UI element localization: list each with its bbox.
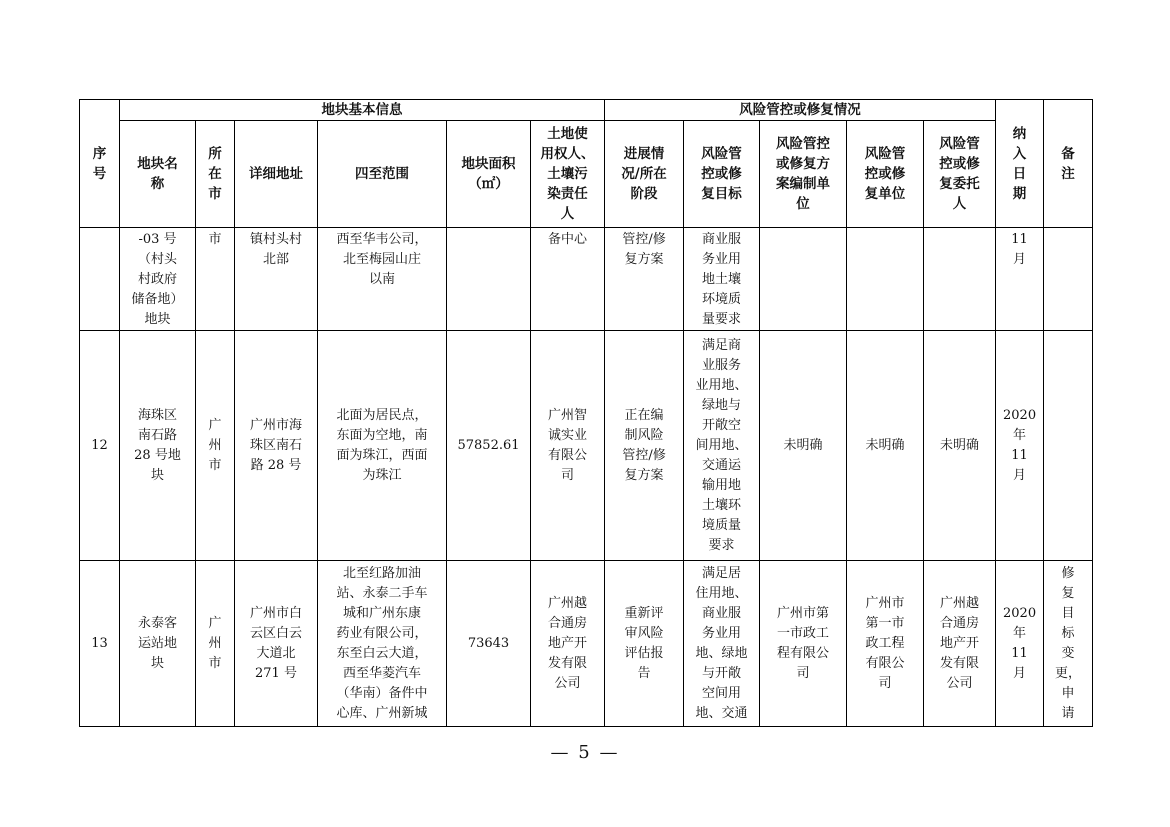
cell-exec-unit: 广州市 第一市 政工程 有限公 司: [847, 561, 924, 727]
cell-progress: 管控/修 复方案: [605, 228, 684, 331]
header-group-risk-control: 风险管控或修复情况: [605, 100, 996, 121]
cell-boundaries: 北面为居民点， 东面为空地，南 面为珠江，西面 为珠江: [318, 331, 447, 561]
cell-client: 未明确: [924, 331, 996, 561]
cell-plan-unit: [760, 228, 847, 331]
table-row: [80, 331, 1093, 561]
cell-exec-unit: [847, 228, 924, 331]
cell-progress: 正在编 制风险 管控/修 复方案: [605, 331, 684, 561]
cell-plot-name: -03 号 （村头 村政府 储备地） 地块: [120, 228, 196, 331]
cell-inclusion-date: 2020 年 11 月: [996, 561, 1044, 727]
header-city: 所 在 市: [196, 121, 235, 228]
cell-remarks: [1044, 228, 1093, 331]
header-exec-unit: 风险管 控或修 复单位: [847, 121, 924, 228]
header-remarks: 备 注: [1044, 100, 1093, 228]
cell-seq: 13: [80, 561, 120, 727]
site-info-table: [79, 99, 1093, 727]
cell-responsible-party: 备中心: [531, 228, 605, 331]
cell-responsible-party: 广州越 合通房 地产开 发有限 公司: [531, 561, 605, 727]
cell-inclusion-date: 2020 年 11 月: [996, 331, 1044, 561]
header-address: 详细地址: [235, 121, 318, 228]
header-plan-unit: 风险管控 或修复方 案编制单 位: [760, 121, 847, 228]
header-target: 风险管 控或修 复目标: [684, 121, 760, 228]
header-group-basic-info: 地块基本信息: [120, 100, 605, 121]
cell-plot-name: 海珠区 南石路 28 号地 块: [120, 331, 196, 561]
cell-plan-unit: 未明确: [760, 331, 847, 561]
cell-plan-unit: 广州市第 一市政工 程有限公 司: [760, 561, 847, 727]
cell-responsible-party: 广州智 诚实业 有限公 司: [531, 331, 605, 561]
header-inclusion-date: 纳 入 日 期: [996, 100, 1044, 228]
header-progress: 进展情 况/所在 阶段: [605, 121, 684, 228]
header-client: 风险管 控或修 复委托 人: [924, 121, 996, 228]
cell-address: 广州市海 珠区南石 路 28 号: [235, 331, 318, 561]
cell-seq: 12: [80, 331, 120, 561]
header-responsible-party: 土地使 用权人、 土壤污 染责任 人: [531, 121, 605, 228]
cell-inclusion-date: 11 月: [996, 228, 1044, 331]
cell-remarks: [1044, 331, 1093, 561]
header-plot-name: 地块名 称: [120, 121, 196, 228]
table-row: [80, 561, 1093, 727]
cell-client: [924, 228, 996, 331]
cell-target: 满足商 业服务 业用地、 绿地与 开敞空 间用地、 交通运 输用地 土壤环 境质量 要求: [684, 331, 760, 561]
cell-area: 57852.61: [447, 331, 531, 561]
cell-target: 满足居 住用地、 商业服 务业用 地、绿地 与开敞 空间用 地、交通: [684, 561, 760, 727]
cell-area: [447, 228, 531, 331]
header-area: 地块面积 （㎡）: [447, 121, 531, 228]
page-number: — 5 —: [550, 742, 620, 763]
cell-boundaries: 西至华韦公司， 北至梅园山庄 以南: [318, 228, 447, 331]
cell-exec-unit: 未明确: [847, 331, 924, 561]
cell-target: 商业服 务业用 地土壤 环境质 量要求: [684, 228, 760, 331]
cell-seq: [80, 228, 120, 331]
cell-city: 市: [196, 228, 235, 331]
cell-plot-name: 永泰客 运站地 块: [120, 561, 196, 727]
cell-client: 广州越 合通房 地产开 发有限 公司: [924, 561, 996, 727]
header-boundaries: 四至范围: [318, 121, 447, 228]
cell-address: 镇村头村 北部: [235, 228, 318, 331]
cell-area: 73643: [447, 561, 531, 727]
header-seq: 序 号: [80, 100, 120, 228]
cell-progress: 重新评 审风险 评估报 告: [605, 561, 684, 727]
cell-city: 广 州 市: [196, 331, 235, 561]
cell-city: 广 州 市: [196, 561, 235, 727]
cell-address: 广州市白 云区白云 大道北 271 号: [235, 561, 318, 727]
cell-remarks: 修 复 目 标 变 更， 申 请: [1044, 561, 1093, 727]
cell-boundaries: 北至红路加油 站、永泰二手车 城和广州东康 药业有限公司， 东至白云大道， 西至华菱汽车 （华南）备件中 心库、广州新城: [318, 561, 447, 727]
table-row: [80, 228, 1093, 331]
